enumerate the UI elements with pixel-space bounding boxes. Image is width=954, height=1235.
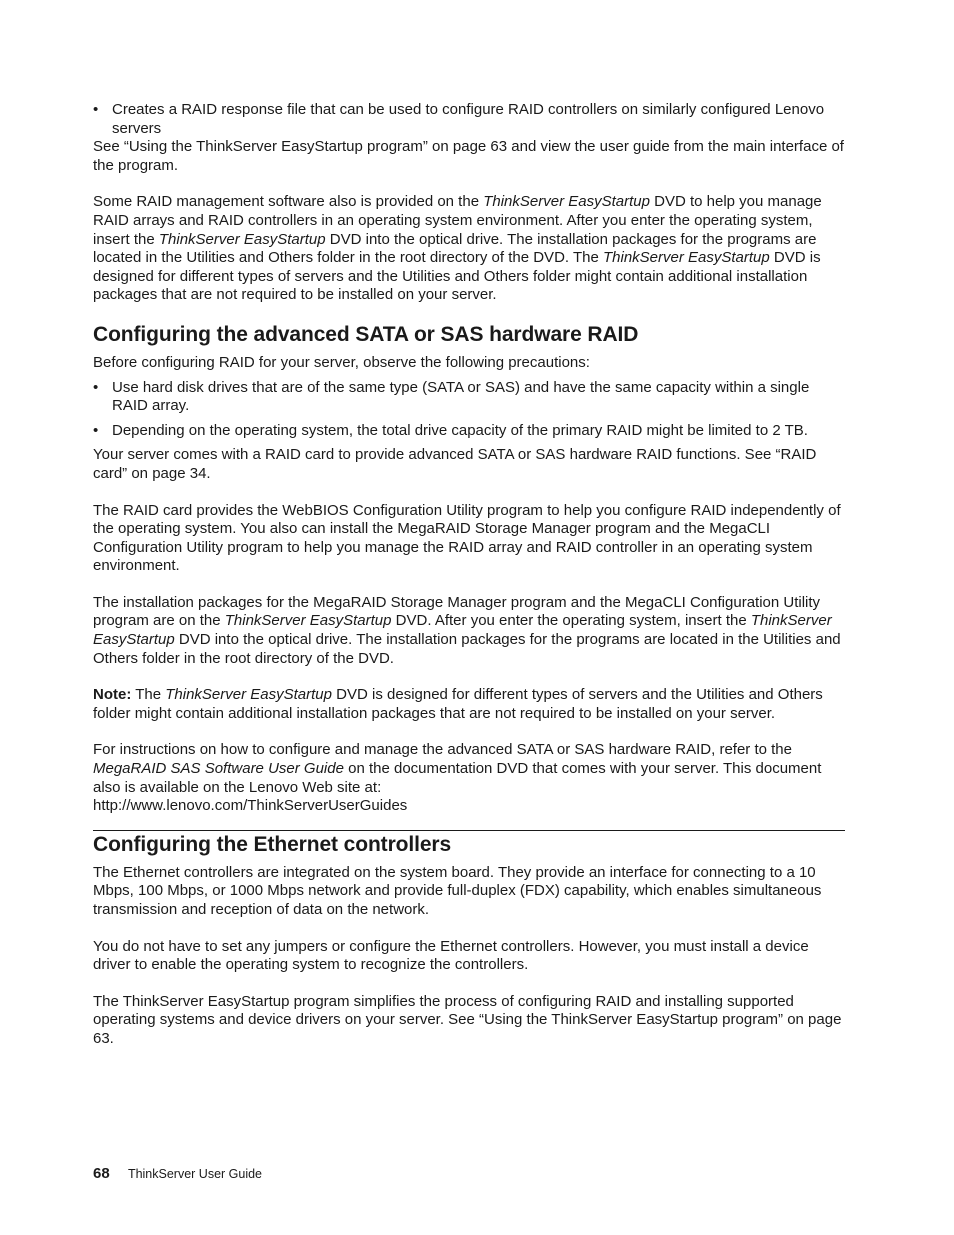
section-divider: [93, 830, 845, 831]
italic-text: ThinkServer EasyStartup: [158, 230, 326, 248]
paragraph-see-easystartup: See “Using the ThinkServer EasyStartup program” on page 63 and view the user guide from the main interface of the program.: [93, 138, 844, 174]
paragraph-ethernet-jumpers: You do not have to set any jumpers or configure the Ethernet controllers. However, you must install a device driver to enable the operating system to recognize the controllers.: [93, 937, 809, 974]
bullet-list-precautions: [93, 379, 845, 441]
document-page: [93, 101, 845, 1049]
note-paragraph: [93, 686, 845, 723]
paragraph-raid-card: Your server comes with a RAID card to provide advanced SATA or SAS hardware RAID functions. See “RAID card” on page 34.: [93, 446, 817, 482]
bullet-item: • Use hard disk drives that are of the same type (SATA or SAS) and have the same capacity within a single RAID array.: [93, 379, 845, 416]
text-run: on the documentation DVD that comes with your server. This document also is available on the Lenovo Web site at:: [93, 760, 822, 796]
italic-text: ThinkServer EasyStartup: [483, 193, 650, 211]
paragraph-installation-packages: [93, 594, 845, 668]
paragraph-raid-intro: Before configuring RAID for your server, observe the following precautions:: [93, 353, 590, 371]
text-run: DVD is designed for different types of servers and the Utilities and Others folder might contain additional installation packages that are not required to be installed on your server.: [93, 686, 823, 722]
text-run: DVD into the optical drive. The installation packages for the programs are located in the Utilities and Others folder in the root directory of the DVD.: [93, 631, 841, 667]
footer-title: ThinkServer User Guide: [127, 1167, 263, 1181]
italic-text: ThinkServer EasyStartup: [224, 612, 392, 630]
italic-text: MegaRAID SAS Software User Guide: [93, 760, 344, 778]
bullet-item: • Depending on the operating system, the total drive capacity of the primary RAID might be limited to 2 TB.: [93, 422, 845, 441]
paragraph-ethernet-integrated: The Ethernet controllers are integrated on the system board. They provide an interface for connecting to a 10 Mbps, 100 Mbps, or 1000 Mbps network and provide full-duplex (FDX) capability, which enables simultaneous transmission and reception of data on the network.: [93, 863, 822, 918]
text-run: The installation packages for the MegaRAID Storage Manager program and the MegaCLI Configuration Utility program are on the: [93, 593, 821, 630]
section-heading-raid: Configuring the advanced SATA or SAS hardware RAID: [93, 322, 639, 346]
bullet-list-top: [93, 101, 845, 138]
text-run: DVD into the optical drive. The installation packages for the programs are located in the Utilities and Others folder in the root directory of the DVD. The: [93, 230, 817, 267]
text-run: Some RAID management software also is provided on the: [93, 193, 484, 211]
text-run: DVD to help you manage RAID arrays and RAID controllers in an operating system environment. After you enter the operating system, insert the: [93, 193, 822, 248]
text-run: For instructions on how to configure and manage the advanced SATA or SAS hardware RAID, refer to the: [93, 741, 792, 759]
paragraph-webbios: The RAID card provides the WebBIOS Configuration Utility program to help you configure RAID independently of the operating system. You also can install the MegaRAID Storage Manager program and the MegaCLI Configuration Utility program to help you manage the RAID array and RAID controller in an operating system environment.: [93, 501, 841, 575]
text-run: DVD is designed for different types of servers and the Utilities and Others folder might contain additional installation packages that are not required to be installed on your server.: [93, 249, 821, 304]
section-heading-ethernet: Configuring the Ethernet controllers: [93, 832, 452, 856]
text-run: The: [131, 686, 166, 704]
url-link[interactable]: http://www.lenovo.com/ThinkServerUserGuides: [93, 797, 408, 815]
italic-text: ThinkServer EasyStartup: [165, 686, 332, 704]
page-footer: [93, 1165, 262, 1182]
paragraph-easystartup-simplifies: The ThinkServer EasyStartup program simplifies the process of configuring RAID and installing supported operating systems and device drivers on your server. See “Using the ThinkServer EasyStartup program” on page 63.: [93, 992, 842, 1047]
text-run: DVD. After you enter the operating system, insert the: [391, 612, 751, 630]
paragraph-raid-software: [93, 193, 845, 305]
italic-text: ThinkServer EasyStartup: [93, 612, 832, 649]
page-number: 68: [93, 1165, 110, 1182]
bullet-item: • Creates a RAID response file that can be used to configure RAID controllers on similarly configured Lenovo servers: [93, 101, 845, 138]
paragraph-instructions: [93, 741, 845, 815]
italic-text: ThinkServer EasyStartup: [602, 249, 770, 267]
note-label: Note:: [93, 686, 132, 704]
